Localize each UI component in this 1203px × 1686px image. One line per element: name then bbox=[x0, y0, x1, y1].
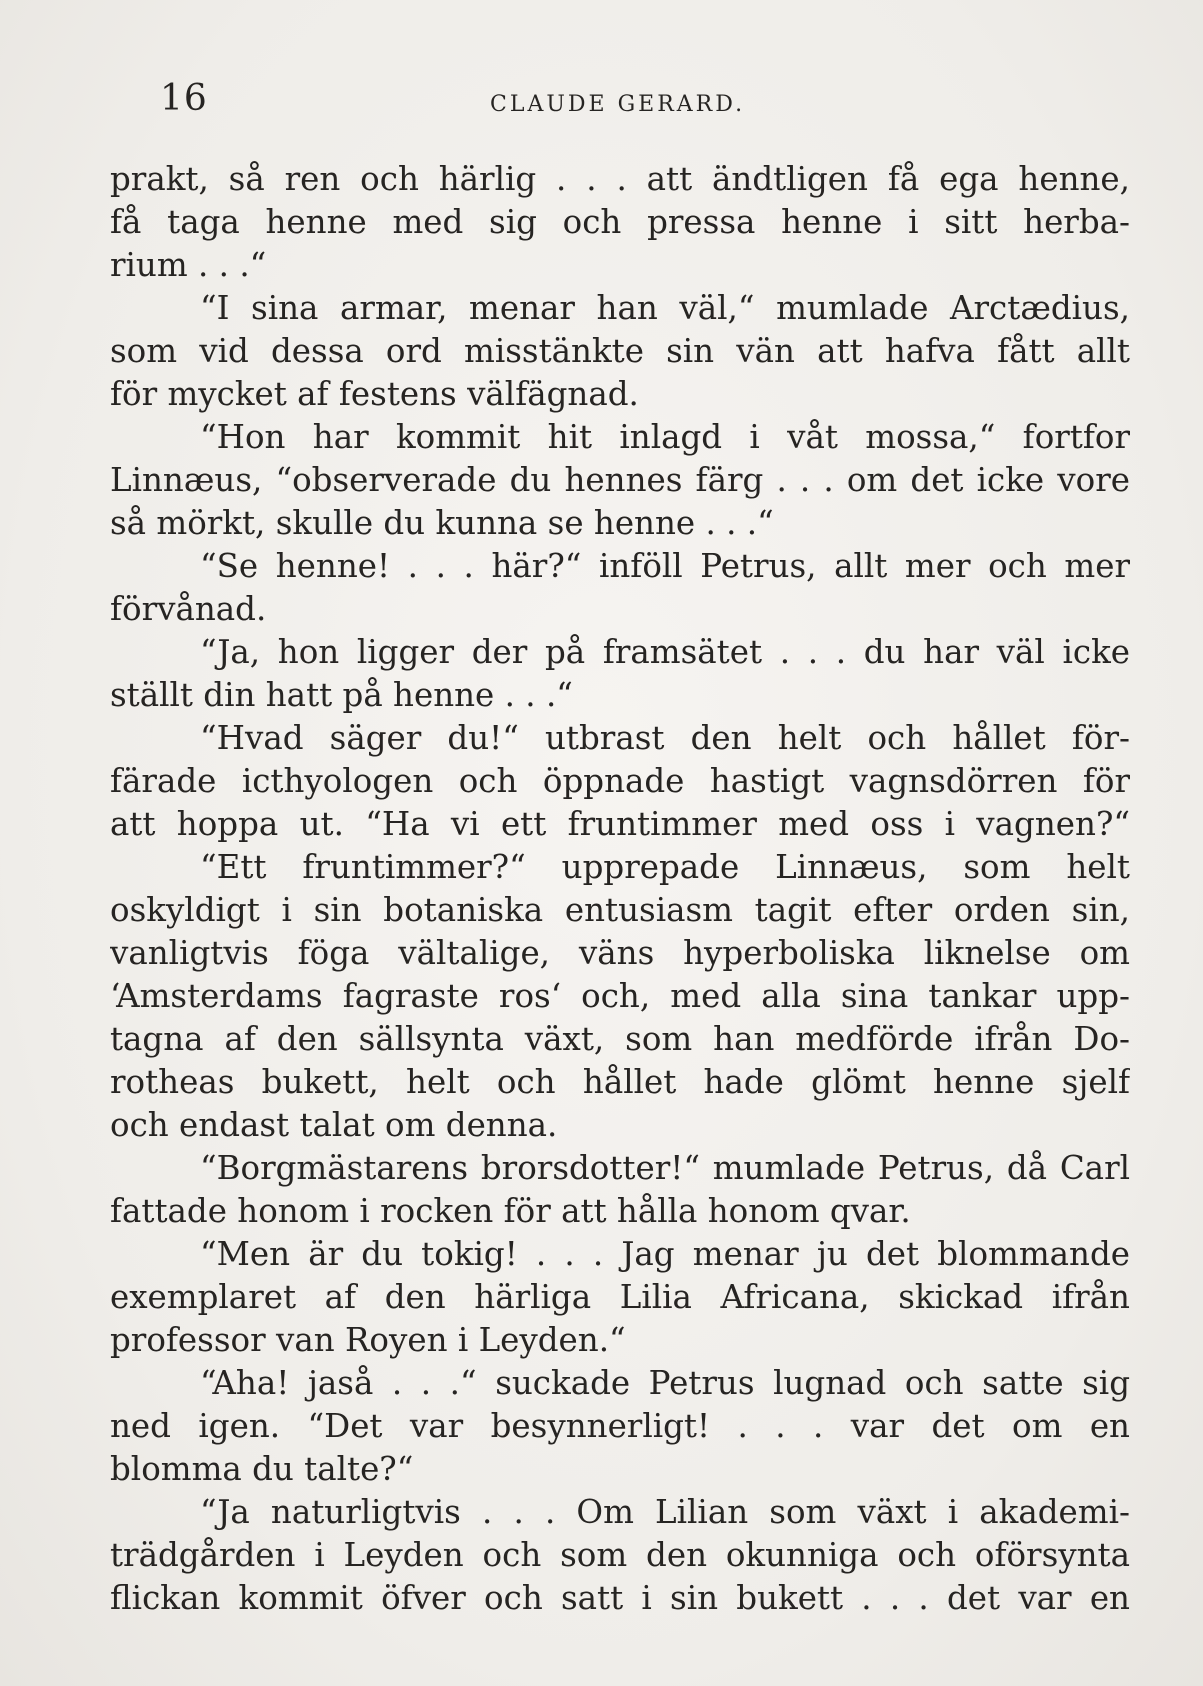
text-line: ned igen. “Det var besynnerligt! . . . var det om en bbox=[110, 1407, 1130, 1445]
text-line: så mörkt, skulle du kunna se henne . . .“ bbox=[110, 504, 774, 542]
text-line: rium . . .“ bbox=[110, 246, 267, 284]
text-line: och endast talat om denna. bbox=[110, 1106, 558, 1144]
text-line: som vid dessa ord misstänkte sin vän att hafva fått allt bbox=[110, 332, 1130, 370]
text-line: förvånad. bbox=[110, 590, 267, 628]
text-line: oskyldigt i sin botaniska entusiasm tagit efter orden sin, bbox=[110, 891, 1130, 929]
body-text bbox=[110, 158, 1130, 1620]
text-line: “Borgmästarens brorsdotter!“ mumlade Petrus, då Carl bbox=[200, 1149, 1130, 1187]
text-line: “Ja naturligtvis . . . Om Lilian som växt i akademi- bbox=[200, 1493, 1130, 1531]
text-line: ställt din hatt på henne . . .“ bbox=[110, 676, 573, 714]
page-header bbox=[160, 78, 1120, 128]
text-line: prakt, så ren och härlig . . . att ändtligen få ega henne, bbox=[110, 160, 1130, 198]
text-line: trädgården i Leyden och som den okunniga och oförsynta bbox=[110, 1536, 1130, 1574]
text-line: flickan kommit öfver och satt i sin bukett . . . det var en bbox=[110, 1579, 1130, 1617]
text-line: färade icthyologen och öppnade hastigt vagnsdörren för bbox=[110, 762, 1130, 800]
text-line: få taga henne med sig och pressa henne i sitt herba- bbox=[110, 203, 1130, 241]
text-line: tagna af den sällsynta växt, som han medförde ifrån Do- bbox=[110, 1020, 1130, 1058]
text-line: professor van Royen i Leyden.“ bbox=[110, 1321, 626, 1359]
running-title: CLAUDE GERARD. bbox=[490, 92, 746, 117]
page-number: 16 bbox=[160, 78, 208, 119]
text-line: “Ja, hon ligger der på framsätet . . . du har väl icke bbox=[200, 633, 1130, 671]
text-line: för mycket af festens välfägnad. bbox=[110, 375, 639, 413]
text-line: blomma du talte?“ bbox=[110, 1450, 414, 1488]
text-line: “Aha! jaså . . .“ suckade Petrus lugnad och satte sig bbox=[200, 1364, 1130, 1402]
text-line: “Men är du tokig! . . . Jag menar ju det blommande bbox=[200, 1235, 1130, 1273]
text-line: “Se henne! . . . här?“ inföll Petrus, allt mer och mer bbox=[200, 547, 1130, 585]
text-line: fattade honom i rocken för att hålla honom qvar. bbox=[110, 1192, 911, 1230]
text-line: att hoppa ut. “Ha vi ett fruntimmer med oss i vagnen?“ bbox=[110, 805, 1130, 843]
text-line: “Hvad säger du!“ utbrast den helt och hållet för- bbox=[200, 719, 1130, 757]
text-line: ‘Amsterdams fagraste ros‘ och, med alla sina tankar upp- bbox=[110, 977, 1130, 1015]
text-line: “I sina armar, menar han väl,“ mumlade Arctædius, bbox=[200, 289, 1130, 327]
text-line: exemplaret af den härliga Lilia Africana, skickad ifrån bbox=[110, 1278, 1130, 1316]
text-line: “Ett fruntimmer?“ upprepade Linnæus, som helt bbox=[200, 848, 1130, 886]
text-line: vanligtvis föga vältalige, väns hyperboliska liknelse om bbox=[110, 934, 1130, 972]
text-line: “Hon har kommit hit inlagd i våt mossa,“ fortfor bbox=[200, 418, 1130, 456]
text-line: Linnæus, “observerade du hennes färg . . . om det icke vore bbox=[110, 461, 1130, 499]
text-line: rotheas bukett, helt och hållet hade glömt henne sjelf bbox=[110, 1063, 1130, 1101]
